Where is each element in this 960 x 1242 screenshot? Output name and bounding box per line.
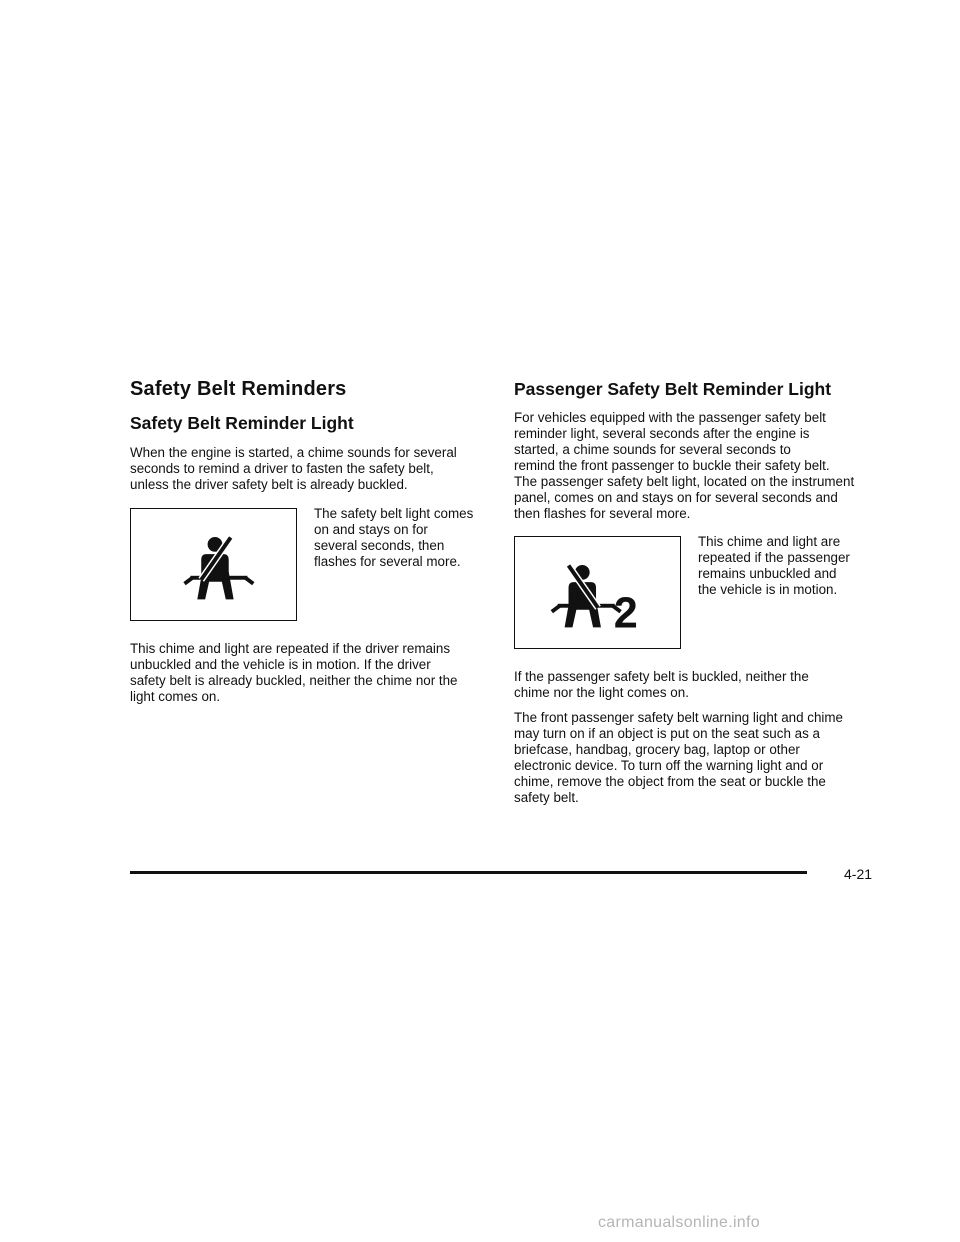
footer-rule	[130, 871, 807, 874]
passenger-icon-caption: This chime and light are repeated if the passenger remains unbuckled and the vehicle is in motion.	[698, 534, 850, 597]
passenger-seatbelt-icon-box	[514, 536, 681, 649]
watermark: carmanualsonline.info	[598, 1214, 760, 1231]
driver-seatbelt-icon-box	[130, 508, 297, 621]
passenger-paragraph-3: The front passenger safety belt warning light and chime may turn on if an object is put on the seat such as a briefcase, handbag, grocery bag, laptop or other electronic device. To turn off the warning light and or chime, remove the object from the seat or buckle the safety belt.	[514, 710, 843, 805]
driver-icon-caption: The safety belt light comes on and stays on for several seconds, then flashes for several more.	[314, 506, 474, 569]
section-title: Safety Belt Reminders	[130, 378, 347, 400]
passenger-paragraph-2: If the passenger safety belt is buckled, neither the chime nor the light comes on.	[514, 669, 809, 700]
passenger-intro-paragraph: For vehicles equipped with the passenger safety belt reminder light, several seconds after the engine is started, a chime sounds for several seconds to remind the front passenger to buckle their safety belt. The passenger safety belt light, located on the instrument panel, comes on and stays on for several seconds and then flashes for several more.	[514, 410, 855, 521]
outro-paragraph: This chime and light are repeated if the driver remains unbuckled and the vehicle is in motion. If the driver safety belt is already buckled, neither the chime nor the light comes on.	[130, 641, 458, 704]
driver-seatbelt-icon	[131, 509, 296, 620]
subsection-title: Safety Belt Reminder Light	[130, 413, 354, 433]
intro-paragraph: When the engine is started, a chime sounds for several seconds to remind a driver to fasten the safety belt, unless the driver safety belt is already buckled.	[130, 445, 457, 492]
page-number: 4-21	[844, 866, 873, 882]
passenger-seatbelt-icon	[515, 537, 680, 648]
passenger-number: 2	[613, 589, 638, 638]
passenger-section-title: Passenger Safety Belt Reminder Light	[514, 379, 832, 399]
